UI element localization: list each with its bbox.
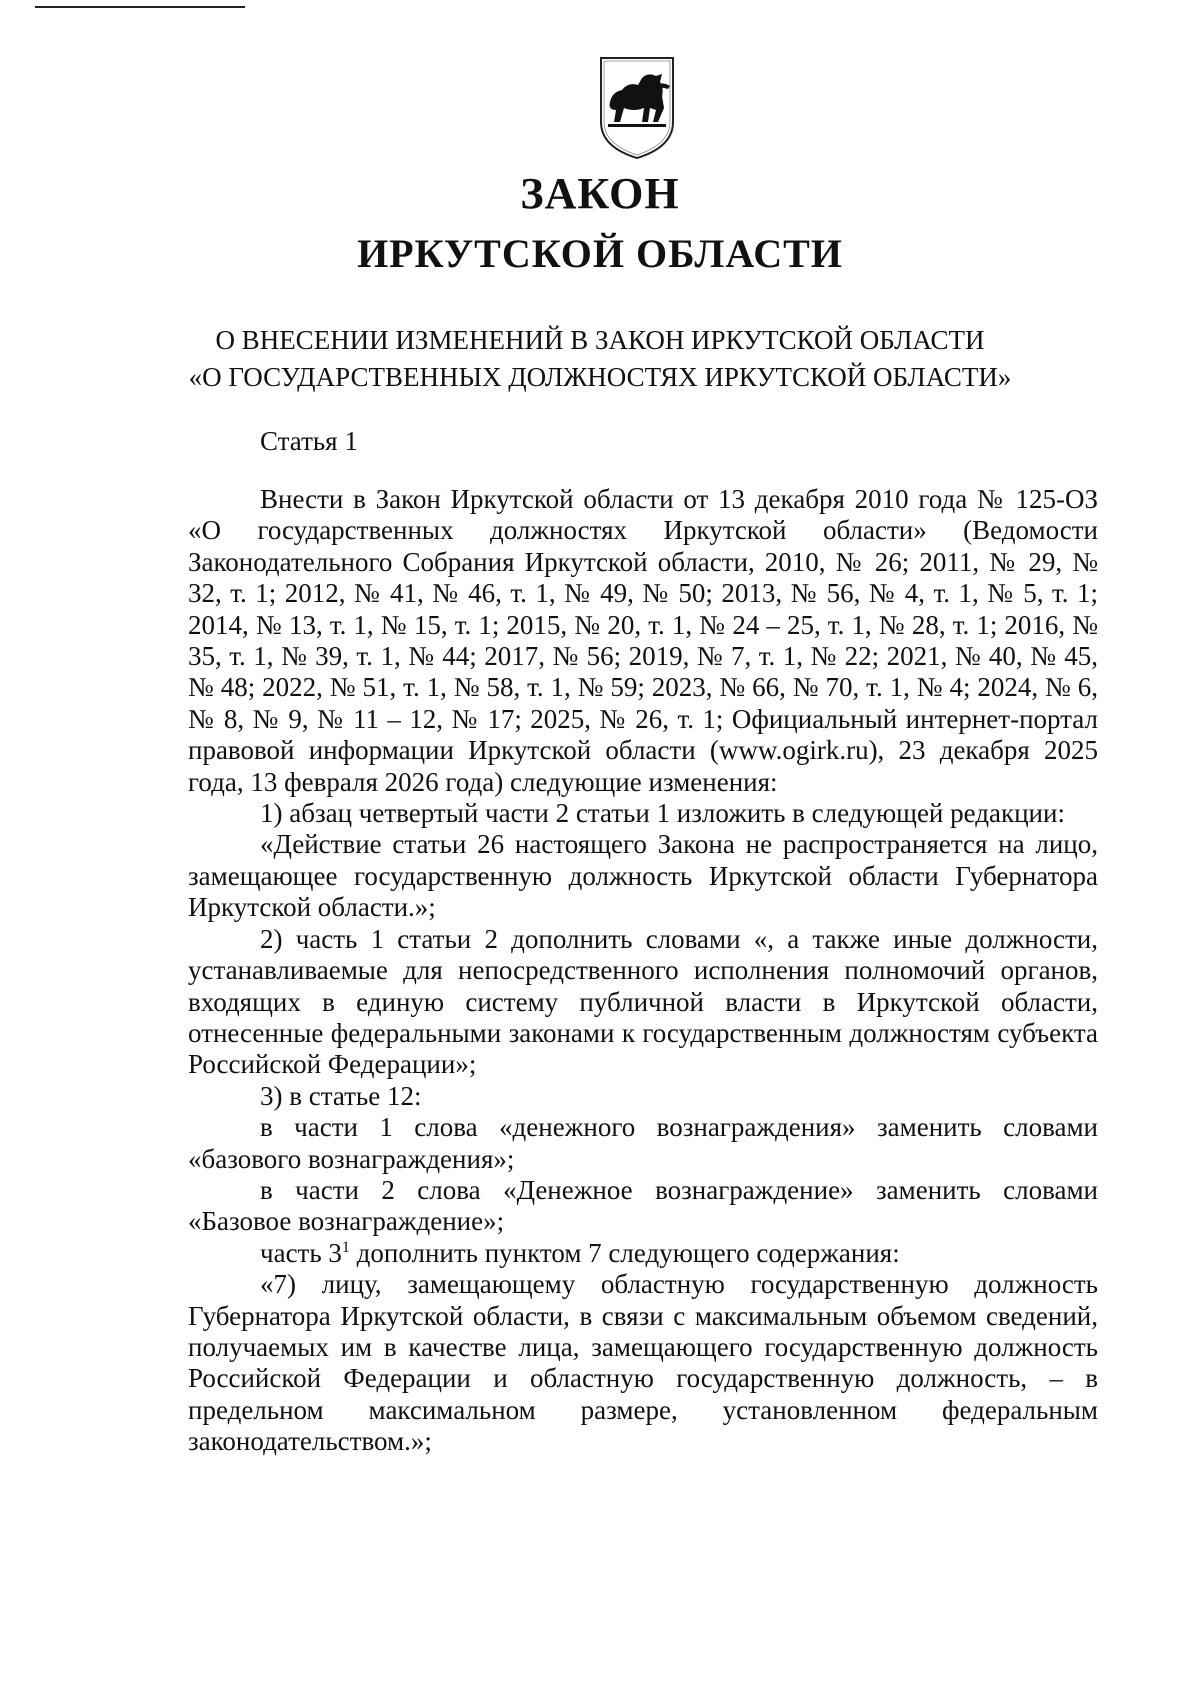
item-3-b-paragraph: в части 2 слова «Денежное вознаграждение» заменить словами «Базовое вознаграждение»; [188,1174,1098,1237]
item-3-c-prefix: часть 3 [260,1237,342,1268]
item-3-c-superscript: 1 [341,1238,350,1256]
item-3-quote-paragraph: «7) лицу, замещающему областную государственную должность Губернатора Иркутской области, в связи с максимальным объемом сведений, получаемых им в качестве лица, замещающего государственную должность Российской Федерации и областную государственную должность, – в предельном максимальном размере, установленном федеральным законодательством.»; [188,1269,1098,1457]
item-1-quote-paragraph: «Действие статьи 26 настоящего Закона не распространяется на лицо, замещающее государственную должность Иркутской области Губернатора Иркутской области.»; [188,829,1098,923]
region-title: ИРКУТСКОЙ ОБЛАСТИ [357,231,843,276]
subject-line-1: О ВНЕСЕНИИ ИЗМЕНЕНИЙ В ЗАКОН ИРКУТСКОЙ ОБЛАСТИ [215,325,985,355]
article-intro-paragraph: Внести в Закон Иркутской области от 13 декабря 2010 года № 125-ОЗ «О государственных должностях Иркутской области» (Ведомости Законодательного Собрания Иркутской области, 2010, № 26; 2011, № 29, № 32, т. 1; 2012, № 41, № 46, т. 1, № 49, № 50; 2013, № 56, № 4, т. 1, № 5, т. 1; 2014, № 13, т. 1, № 15, т. 1; 2015, № 20, т. 1, № 24 – 25, т. 1, № 28, т. 1; 2016, № 35, т. 1, № 39, т. 1, № 44; 2017, № 56; 2019, № 7, т. 1, № 22; 2021, № 40, № 45, № 48; 2022, № 51, т. 1, № 58, т. 1, № 59; 2023, № 66, № 70, т. 1, № 4; 2024, № 6, № 8, № 9, № 11 – 12, № 17; 2025, № 26, т. 1; Официальный интернет-портал правовой информации Иркутской области (www.ogirk.ru), 23 декабря 2025 года, 13 февраля 2026 года) следующие изменения: [188,484,1098,797]
subject-line-2: «О ГОСУДАРСТВЕННЫХ ДОЛЖНОСТЯХ ИРКУТСКОЙ ОБЛАСТИ» [188,362,1012,392]
article-body [188,484,1098,1458]
top-rule [35,6,245,8]
article-heading: Статья 1 [260,426,358,456]
item-1-paragraph: 1) абзац четвертый части 2 статьи 1 изложить в следующей редакции: [260,798,1065,829]
item-3-c-paragraph [188,1238,1098,1269]
item-3-a-paragraph: в части 1 слова «денежного вознаграждения» заменить словами «базового вознаграждения»; [188,1112,1098,1174]
item-2-paragraph: 2) часть 1 статьи 2 дополнить словами «, а также иные должности, устанавливаемые для непосредственного исполнения полномочий органов, входящих в единую систему публичной власти в Иркутской области, отнесенные федеральными законами к государственным должностям субъекта Российской Федерации»; [188,923,1098,1080]
irkutsk-coat-of-arms-icon [598,52,676,162]
law-title: ЗАКОН [520,169,680,218]
item-3-paragraph: 3) в статье 12: [260,1080,422,1111]
item-3-c-suffix: дополнить пунктом 7 следующего содержания: [349,1237,900,1268]
